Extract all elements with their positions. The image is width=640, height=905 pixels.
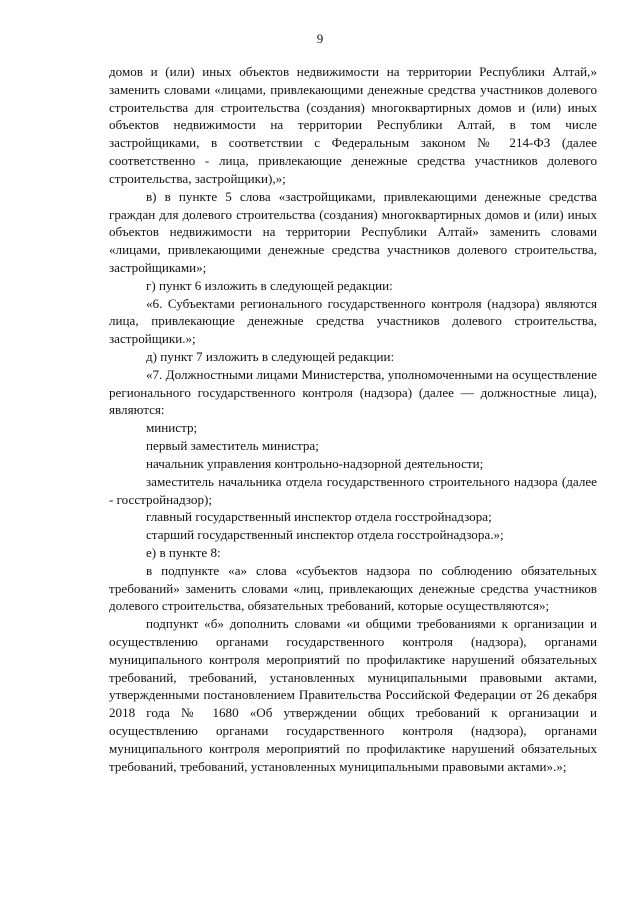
paragraph: в) в пункте 5 слова «застройщиками, привлекающими денежные средства граждан для долевого строительства (создания) многоквартирных домов и (или) иных объектов недвижимости на территории Республики Алтай» заменить словами «лицами, привлекающими денежные средства участников долевого строительства, застройщиками»; bbox=[109, 188, 597, 275]
paragraph: главный государственный инспектор отдела госстройнадзора; bbox=[146, 509, 492, 525]
paragraph: министр; bbox=[146, 420, 198, 436]
paragraph: е) в пункте 8: bbox=[146, 544, 221, 560]
document-body bbox=[109, 63, 597, 776]
paragraph: д) пункт 7 изложить в следующей редакции: bbox=[146, 349, 395, 364]
paragraph: «6. Субъектами регионального государственного контроля (надзора) являются лица, привлекающие денежные средства участников долевого строительства, застройщики.»; bbox=[109, 295, 597, 347]
paragraph: подпункт «б» дополнить словами «и общими требованиями к организации и осуществлению органами государственного контроля (надзора), органами муниципального контроля мероприятий по профилактике нарушений обязательных требований, требований, установленных муниципальными правовыми актами, утвержденными постановлением Правительства Российской Федерации от 26 декабря 2018 года № 1680 «Об утверждении общих требований к организации и осуществлению органами государственного контроля (надзора), органами муниципального контроля мероприятий по профилактике нарушений обязательных требований, требований, установленных муниципальными правовыми актами».»; bbox=[109, 616, 597, 774]
paragraph: домов и (или) иных объектов недвижимости на территории Республики Алтай,» заменить словами «лицами, привлекающими денежные средства участников долевого строительства для строительства (создания) многоквартирных домов и (или) иных объектов недвижимости на территории Республики Алтай, в том числе застройщиками, в соответствии с Федеральным законом № 214-ФЗ (далее соответственно - лица, привлекающие денежные средства участников долевого строительства, застройщики),»; bbox=[109, 64, 597, 186]
page-number: 9 bbox=[316, 31, 324, 46]
paragraph: заместитель начальника отдела государственного строительного надзора (далее - госстройнадзор); bbox=[109, 473, 597, 507]
paragraph: г) пункт 6 изложить в следующей редакции: bbox=[146, 277, 393, 293]
paragraph: начальник управления контрольно-надзорной деятельности; bbox=[146, 455, 484, 471]
paragraph: «7. Должностными лицами Министерства, уполномоченными на осуществление регионального государственного контроля (надзора) (далее — должностные лица), являются: bbox=[109, 366, 597, 418]
paragraph: в подпункте «а» слова «субъектов надзора по соблюдению обязательных требований» заменить словами «лиц, привлекающих денежные средства участников долевого строительства, обязательных требований, которые осуществляются»; bbox=[109, 562, 597, 614]
paragraph: старший государственный инспектор отдела госстройнадзора.»; bbox=[146, 527, 504, 543]
paragraph: первый заместитель министра; bbox=[146, 438, 319, 454]
